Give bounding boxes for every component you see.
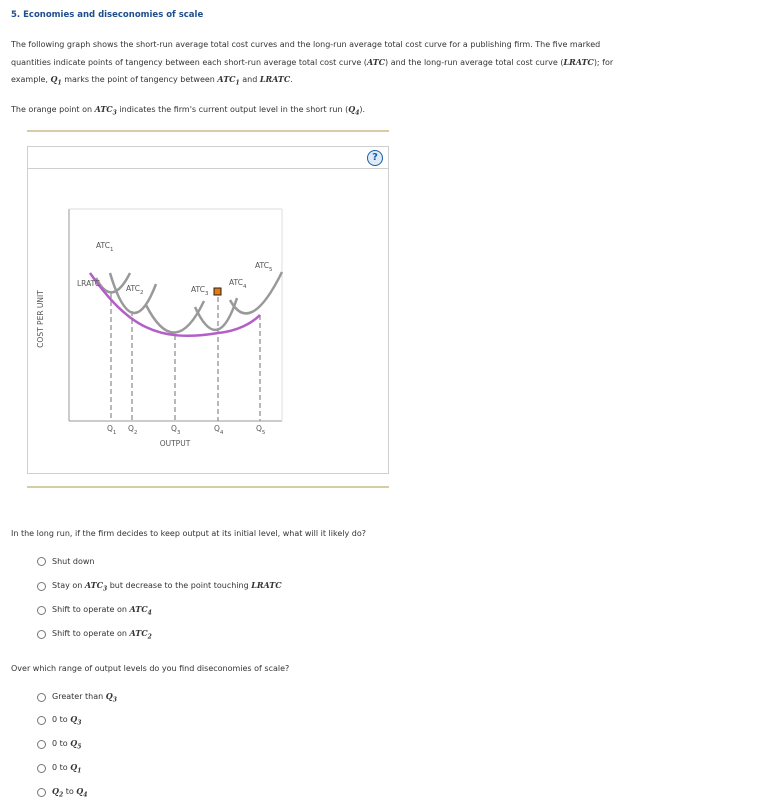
option-label: $Q_2$ to $Q_4$ (52, 786, 88, 799)
q1-option-shift-atc4[interactable] (37, 604, 152, 617)
option-label: 0 to $Q_3$ (52, 714, 82, 727)
x-axis-label: OUTPUT (159, 439, 191, 448)
label-atc3: $ATC_3$ (191, 285, 209, 297)
y-axis-label: COST PER UNIT (36, 290, 45, 348)
radio-button[interactable] (37, 740, 46, 749)
q2-option-0-to-q5[interactable] (37, 738, 81, 751)
radio-button[interactable] (37, 582, 46, 591)
question-1-prompt: In the long run, if the firm decides to keep output at its initial level, what will it likely do? (11, 529, 366, 538)
option-label: 0 to $Q_5$ (52, 738, 82, 751)
label-atc2: $ATC_2$ (126, 284, 144, 296)
label-atc1: $ATC_1$ (96, 241, 114, 253)
current-output-point[interactable] (214, 288, 221, 295)
radio-button[interactable] (37, 693, 46, 702)
cost-graph (28, 147, 390, 475)
tick-q4: $Q_4$ (214, 424, 224, 436)
q1-option-shut-down[interactable] (37, 557, 94, 566)
option-label: Shift to operate on $ATC_4$ (52, 604, 152, 617)
tick-q1: $Q_1$ (107, 424, 117, 436)
q2-option-q2-to-q4[interactable] (37, 786, 87, 799)
option-label: Greater than $Q_3$ (52, 691, 117, 704)
graph-panel (27, 146, 389, 474)
atc3-curve (146, 301, 204, 333)
intro-paragraph-2: The orange point on $ATC_3$ indicates the firm's current output level in the short run $(Q_4)$. (11, 104, 366, 117)
page-title: 5. Economies and diseconomies of scale (11, 10, 204, 20)
label-atc5: $ATC_5$ (255, 261, 273, 273)
radio-button[interactable] (37, 606, 46, 615)
q2-option-greater-than-q3[interactable] (37, 691, 117, 704)
option-label: Shift to operate on $ATC_2$ (52, 628, 152, 641)
option-label: Shut down (52, 557, 95, 566)
intro-paragraph-1: The following graph shows the short-run average total cost curves and the long-run average total cost curve for a publishing firm. The five marked quantities indicate points of tangency between each short-run average total cost curve (ATC) and the long-run average total cost curve (LRATC); for example, $Q_1$ marks the point of tangency between $ATC_1$ and LRATC. (11, 40, 614, 87)
help-icon[interactable]: ? (367, 150, 383, 166)
label-atc4: $ATC_4$ (229, 278, 247, 290)
question-2-prompt: Over which range of output levels do you find diseconomies of scale? (11, 664, 290, 673)
q2-option-0-to-q3[interactable] (37, 714, 81, 727)
radio-button[interactable] (37, 788, 46, 797)
tick-q5: $Q_5$ (256, 424, 266, 436)
label-lratc: LRATC (77, 279, 101, 288)
option-label: 0 to $Q_1$ (52, 762, 82, 775)
divider-top (27, 130, 389, 132)
intro-text (11, 37, 631, 122)
radio-button[interactable] (37, 764, 46, 773)
tick-q3: $Q_3$ (171, 424, 181, 436)
q2-option-0-to-q1[interactable] (37, 762, 81, 775)
q1-option-stay-on-atc3[interactable] (37, 580, 282, 593)
q1-option-shift-atc2[interactable] (37, 628, 152, 641)
option-label: Stay on $ATC_3$ but decrease to the point touching LRATC (52, 580, 282, 593)
radio-button[interactable] (37, 716, 46, 725)
radio-button[interactable] (37, 557, 46, 566)
divider-bottom (27, 486, 389, 488)
radio-button[interactable] (37, 630, 46, 639)
tick-q2: $Q_2$ (128, 424, 138, 436)
